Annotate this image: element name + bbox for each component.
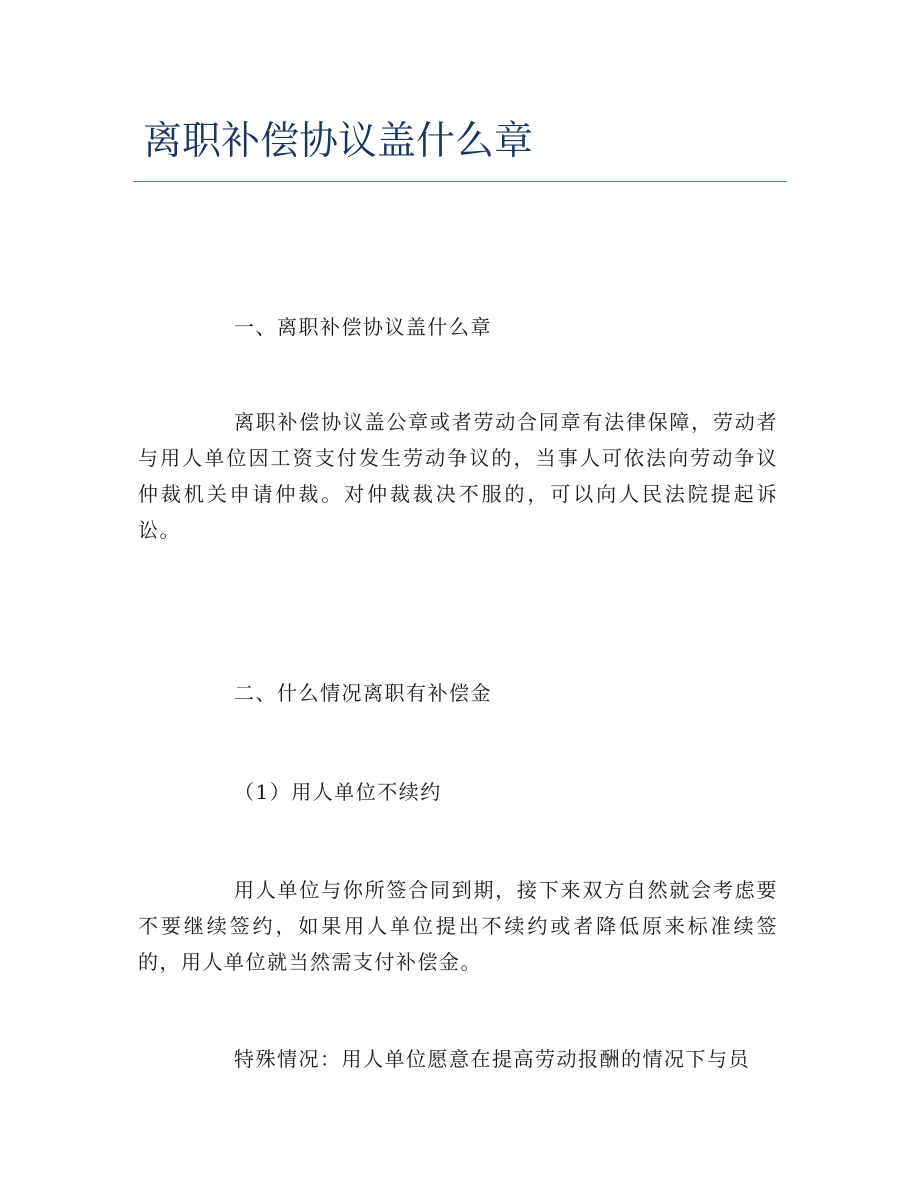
subsection-heading-1: （1）用人单位不续约 — [234, 780, 442, 804]
section-heading-2: 二、什么情况离职有补偿金 — [234, 681, 492, 705]
paragraph-1: 离职补偿协议盖公章或者劳动合同章有法律保障，劳动者与用人单位因工资支付发生劳动争议的，当事人可依法向劳动争议仲裁机关申请仲裁。对仲裁裁决不服的，可以向人民法院提起诉讼。 — [138, 410, 778, 542]
document-title: 离职补偿协议盖什么章 — [143, 119, 534, 164]
paragraph-3: 特殊情况：用人单位愿意在提高劳动报酬的情况下与员 — [234, 1047, 750, 1071]
section-heading-1: 一、离职补偿协议盖什么章 — [234, 315, 492, 339]
paragraph-2: 用人单位与你所签合同到期，接下来双方自然就会考虑要不要继续签约，如果用人单位提出不续约或者降低原来标准续签的，用人单位就当然需支付补偿金。 — [138, 878, 778, 974]
title-divider — [133, 181, 787, 182]
